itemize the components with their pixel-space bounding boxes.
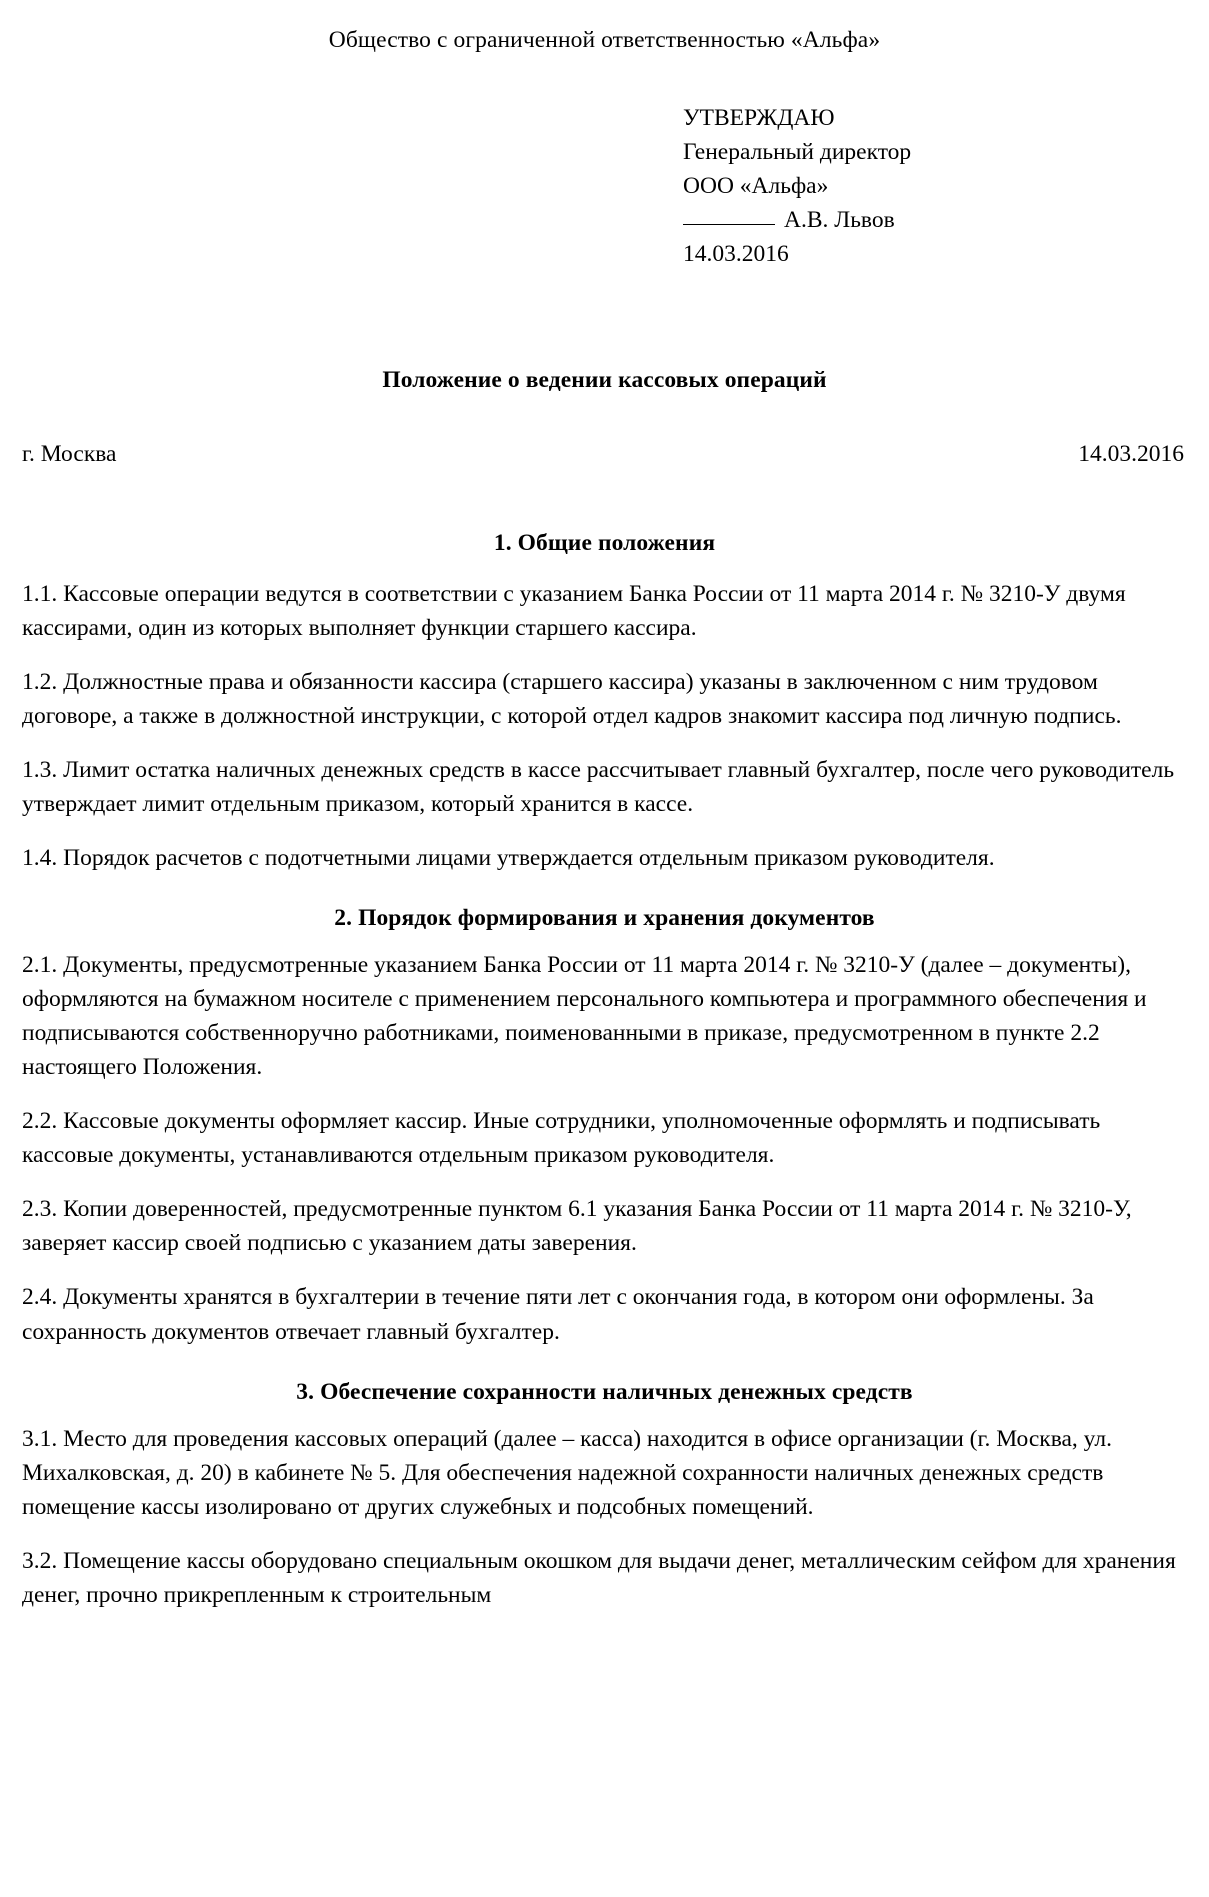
section-1	[0, 530, 1209, 875]
document-title: Положение о ведении кассовых операций	[382, 366, 827, 393]
signature-line	[683, 224, 775, 225]
approval-signer-name: А.В. Львов	[784, 206, 895, 233]
approval-block	[0, 102, 1209, 271]
paragraph-1-4: 1.4. Порядок расчетов с подотчетными лицами утверждается отдельным приказом руководителя.	[22, 844, 995, 871]
approval-heading: УТВЕРЖДАЮ	[683, 105, 835, 132]
section-2-heading: 2. Порядок формирования и хранения документов	[334, 904, 875, 931]
section-3	[0, 1379, 1209, 1612]
paragraph-3-1: 3.1. Место для проведения кассовых операций (далее – касса) находится в офисе организации (г. Москва, ул. Михалковская, д. 20) в кабинете № 5. Для обеспечения надежной сохранности наличных денежных средств помещение кассы изолировано от других служебных и подсобных помещений.	[22, 1425, 1112, 1520]
approval-company: ООО «Альфа»	[683, 173, 829, 200]
document-date: 14.03.2016	[1078, 440, 1184, 467]
place-date-row	[0, 441, 1209, 468]
approval-signature-row	[683, 204, 1209, 238]
paragraph-1-1: 1.1. Кассовые операции ведутся в соответствии с указанием Банка России от 11 марта 2014 г. № 3210-У двумя кассирами, один из которых выполняет функции старшего кассира.	[22, 580, 1126, 641]
paragraph-1-2: 1.2. Должностные права и обязанности кассира (старшего кассира) указаны в заключенном с ним трудовом договоре, а также в должностной инструкции, с которой отдел кадров знакомит кассира под личную подпись.	[22, 668, 1122, 729]
paragraph-1-3: 1.3. Лимит остатка наличных денежных средств в кассе рассчитывает главный бухгалтер, после чего руководитель утверждает лимит отдельным приказом, который хранится в кассе.	[22, 756, 1175, 817]
document-body	[0, 530, 1209, 1612]
paragraph-2-2: 2.2. Кассовые документы оформляет кассир. Иные сотрудники, уполномоченные оформлять и подписывать кассовые документы, устанавливаются отдельным приказом руководителя.	[22, 1108, 1101, 1169]
approval-date: 14.03.2016	[683, 240, 789, 267]
section-3-heading: 3. Обеспечение сохранности наличных денежных средств	[296, 1378, 913, 1405]
paragraph-2-4: 2.4. Документы хранятся в бухгалтерии в течение пяти лет с окончания года, в котором они оформлены. За сохранность документов отвечает главный бухгалтер.	[22, 1284, 1094, 1345]
paragraph-2-1: 2.1. Документы, предусмотренные указанием Банка России от 11 марта 2014 г. № 3210-У (далее – документы), оформляются на бумажном носителе с применением персонального компьютера и программного обеспечения и подписываются собственноручно работниками, поименованными в приказе, предусмотренном в пункте 2.2 настоящего Положения.	[22, 951, 1147, 1081]
paragraph-3-2: 3.2. Помещение кассы оборудовано специальным окошком для выдачи денег, металлическим сейфом для хранения денег, прочно прикрепленным к строительным	[22, 1547, 1176, 1608]
section-1-heading: 1. Общие положения	[493, 529, 716, 556]
section-2	[0, 905, 1209, 1349]
approval-position: Генеральный директор	[683, 139, 912, 166]
document-place: г. Москва	[22, 440, 117, 467]
paragraph-2-3: 2.3. Копии доверенностей, предусмотренные пунктом 6.1 указания Банка России от 11 марта 2014 г. № 3210-У, заверяет кассир своей подписью с указанием даты заверения.	[22, 1196, 1132, 1257]
organization-name: Общество с ограниченной ответственностью «Альфа»	[328, 27, 881, 53]
